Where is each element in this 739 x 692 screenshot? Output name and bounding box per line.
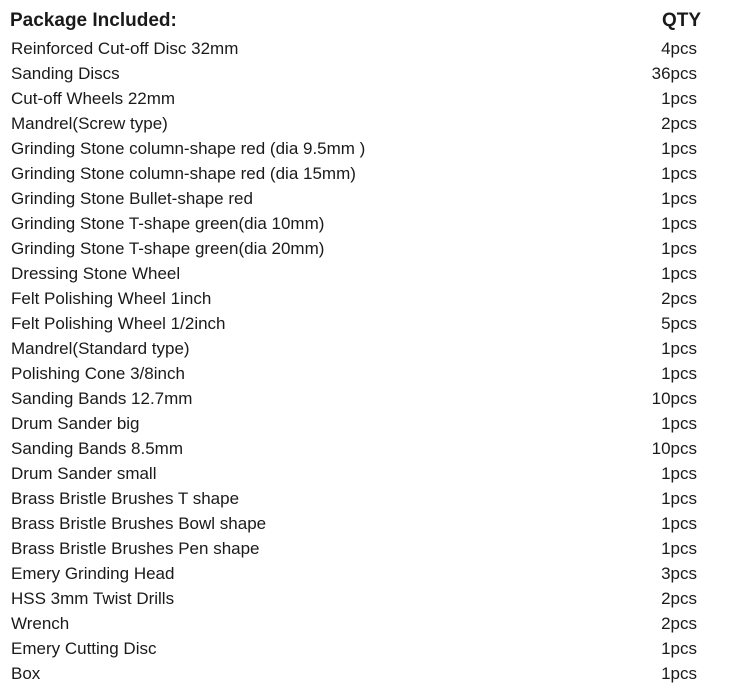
item-quantity: 1pcs [661,189,697,208]
item-name: Grinding Stone column-shape red (dia 15mm) [11,164,356,183]
table-row [10,161,729,186]
item-name: Box [11,664,41,683]
table-row [10,636,729,661]
item-quantity: 1pcs [661,239,697,258]
table-row [10,236,729,261]
item-quantity: 1pcs [661,264,697,283]
item-quantity: 1pcs [661,414,697,433]
item-quantity: 1pcs [661,164,697,183]
item-name: Grinding Stone Bullet-shape red [11,189,253,208]
item-quantity: 1pcs [661,639,697,658]
item-name: Emery Grinding Head [11,564,175,583]
table-row [10,661,729,686]
table-row [10,386,729,411]
table-row [10,586,729,611]
item-name: Grinding Stone T-shape green(dia 10mm) [11,214,325,233]
item-quantity: 2pcs [661,114,697,133]
item-quantity: 1pcs [661,364,697,383]
column-header-qty: QTY [661,10,701,31]
item-name: Grinding Stone column-shape red (dia 9.5mm ) [11,139,366,158]
package-table-header [10,8,729,34]
table-row [10,361,729,386]
item-name: Mandrel(Standard type) [11,339,190,358]
item-name: Grinding Stone T-shape green(dia 20mm) [11,239,325,258]
item-quantity: 1pcs [661,139,697,158]
table-row [10,311,729,336]
table-row [10,136,729,161]
item-quantity: 1pcs [661,464,697,483]
item-name: HSS 3mm Twist Drills [11,589,175,608]
item-quantity: 10pcs [651,439,697,458]
item-quantity: 1pcs [661,539,697,558]
item-quantity: 1pcs [661,89,697,108]
item-name: Reinforced Cut-off Disc 32mm [11,39,239,58]
table-row [10,486,729,511]
item-name: Mandrel(Screw type) [11,114,168,133]
table-row [10,261,729,286]
table-row [10,461,729,486]
item-name: Drum Sander big [11,414,140,433]
item-name: Polishing Cone 3/8inch [11,364,185,383]
item-name: Felt Polishing Wheel 1inch [11,289,212,308]
item-quantity: 2pcs [661,589,697,608]
item-quantity: 5pcs [661,314,697,333]
item-quantity: 1pcs [661,514,697,533]
item-quantity: 10pcs [651,389,697,408]
table-row [10,186,729,211]
table-row [10,86,729,111]
table-row [10,611,729,636]
item-name: Sanding Discs [11,64,120,83]
item-quantity: 36pcs [651,64,697,83]
table-row [10,536,729,561]
item-quantity: 2pcs [661,289,697,308]
item-name: Cut-off Wheels 22mm [11,89,176,108]
table-row [10,211,729,236]
package-item-list [10,36,729,686]
table-row [10,561,729,586]
item-name: Felt Polishing Wheel 1/2inch [11,314,226,333]
item-name: Brass Bristle Brushes Pen shape [11,539,260,558]
item-quantity: 1pcs [661,489,697,508]
table-row [10,286,729,311]
item-name: Sanding Bands 8.5mm [11,439,183,458]
table-row [10,336,729,361]
table-row [10,411,729,436]
table-row [10,36,729,61]
page-title: Package Included: [10,10,177,31]
item-name: Dressing Stone Wheel [11,264,181,283]
item-name: Brass Bristle Brushes Bowl shape [11,514,267,533]
item-quantity: 3pcs [661,564,697,583]
item-quantity: 2pcs [661,614,697,633]
item-quantity: 4pcs [661,39,697,58]
item-quantity: 1pcs [661,214,697,233]
table-row [10,511,729,536]
item-name: Drum Sander small [11,464,157,483]
item-name: Wrench [11,614,70,633]
table-row [10,61,729,86]
item-name: Sanding Bands 12.7mm [11,389,193,408]
table-row [10,436,729,461]
item-name: Emery Cutting Disc [11,639,157,658]
item-quantity: 1pcs [661,664,697,683]
item-quantity: 1pcs [661,339,697,358]
item-name: Brass Bristle Brushes T shape [11,489,240,508]
table-row [10,111,729,136]
